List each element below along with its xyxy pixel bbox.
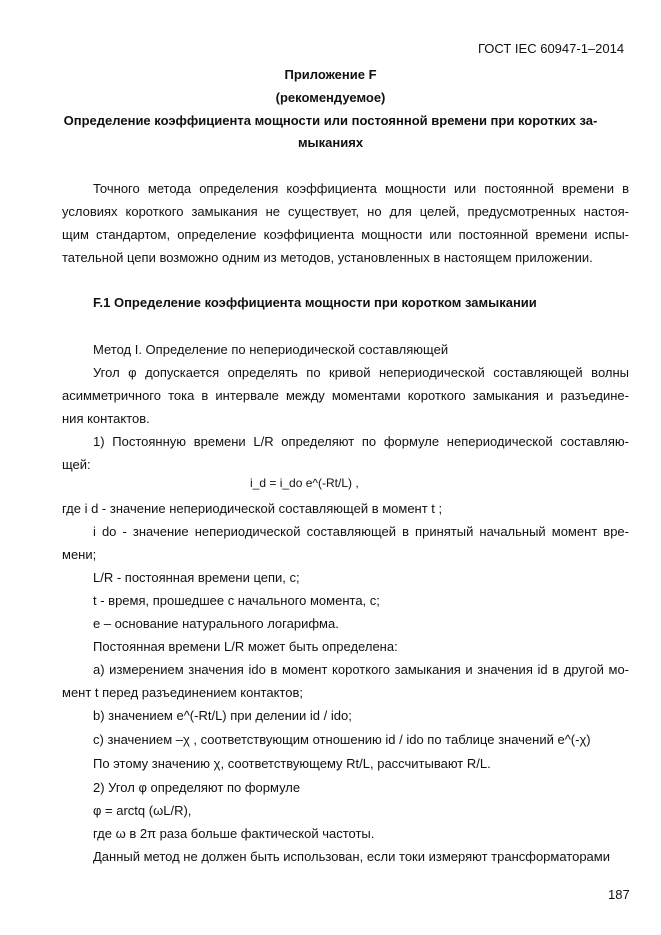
paragraph-line: 1) Постоянную времени L/R определяют по формуле непериодической составляю- [93, 434, 629, 449]
document-code: ГОСТ IEC 60947-1–2014 [478, 41, 625, 56]
paragraph-line: Данный метод не должен быть использован, если токи измеряют трансформаторами [93, 849, 610, 864]
intro-line: щим стандартом, определение коэффициента мощности или постоянной времени испы- [62, 227, 629, 242]
section-heading: F.1 Определение коэффициента мощности при коротком замыкании [93, 295, 537, 310]
paragraph-line: ния контактов. [62, 411, 150, 426]
appendix-subject-line1: Определение коэффициента мощности или постоянной времени при коротких за- [63, 113, 598, 128]
list-item-a: a) измерением значения ido в момент короткого замыкания и значения id в другой мо- [93, 662, 629, 677]
paragraph-line: Угол φ допускается определять по кривой непериодической составляющей волны [93, 365, 629, 380]
formula-phi: φ = arctq (ωL/R), [93, 803, 192, 818]
list-item-b: b) значением e^(-Rt/L) при делении id / ido; [93, 708, 352, 723]
paragraph-line: где ω в 2π раза больше фактической частоты. [93, 826, 375, 841]
intro-line: условиях короткого замыкания не существует, но для целей, предусмотренных настоя- [62, 204, 629, 219]
intro-line: тательной цепи возможно одним из методов, установленных в настоящем приложении. [62, 250, 593, 265]
appendix-subject-line2: мыканиях [297, 135, 364, 150]
intro-line: Точного метода определения коэффициента мощности или постоянной времени в [93, 181, 629, 196]
appendix-status: (рекомендуемое) [275, 90, 386, 105]
definition-line: мени; [62, 547, 97, 562]
page-number: 187 [608, 887, 630, 902]
definition-line: t - время, прошедшее с начального момента, с; [93, 593, 380, 608]
paragraph-line: Постоянная времени L/R может быть определена: [93, 639, 398, 654]
definition-line: i do - значение непериодической составляющей в принятый начальный момент вре- [93, 524, 629, 539]
appendix-title: Приложение F [284, 67, 377, 82]
paragraph-line: 2) Угол φ определяют по формуле [93, 780, 301, 795]
list-item-a-cont: мент t перед разъединением контактов; [62, 685, 303, 700]
paragraph-line: асимметричного тока в интервале между моментами короткого замыкания и разъедине- [62, 388, 629, 403]
paragraph-line: По этому значению χ, соответствующему Rt/L, рассчитывают R/L. [93, 756, 491, 771]
list-item-c: c) значением –χ , соответствующим отношению id / ido по таблице значений e^(-χ) [93, 732, 591, 747]
formula: i_d = i_do e^(-Rt/L) , [250, 476, 359, 490]
paragraph-line: щей: [62, 457, 91, 472]
method-title: Метод I. Определение по непериодической составляющей [93, 342, 449, 357]
definition-line: L/R - постоянная времени цепи, с; [93, 570, 300, 585]
definition-line: где i d - значение непериодической составляющей в момент t ; [62, 501, 443, 516]
definition-line: e – основание натурального логарифма. [93, 616, 339, 631]
